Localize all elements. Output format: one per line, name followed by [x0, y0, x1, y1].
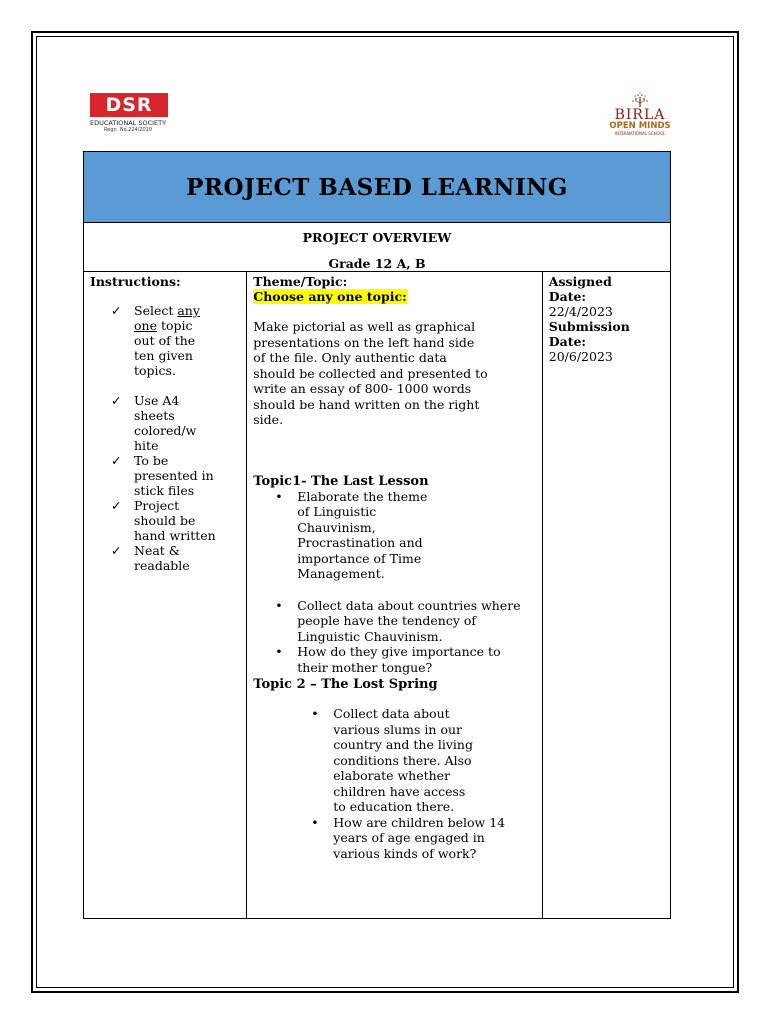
- theme-heading: Theme/Topic:: [253, 274, 348, 289]
- checkmark-icon: ✓: [111, 453, 122, 468]
- bullet-icon: •: [311, 706, 319, 721]
- dsr-logo: [90, 93, 180, 143]
- tree-icon: [625, 92, 655, 108]
- dsr-logo-mark: DSR: [90, 93, 168, 117]
- overview-heading: PROJECT OVERVIEW: [302, 230, 452, 245]
- project-table: [83, 151, 671, 919]
- grade-label: Grade 12 A, B: [328, 256, 426, 271]
- list-item: ✓ Project should be hand written: [111, 498, 216, 543]
- birla-logo-intl: INTERNATIONAL SCHOOL: [614, 131, 666, 136]
- birla-logo: [605, 92, 675, 150]
- bullet-icon: •: [311, 814, 319, 830]
- submission-date-value: 20/6/2023: [548, 349, 613, 364]
- list-item: • Elaborate the theme of Linguistic Chauvinism, Procrastination and importance of Time Management.: [275, 488, 428, 581]
- topic2-heading: Topic 2 – The Lost Spring: [253, 677, 438, 692]
- list-item: • Collect data about various slums in our country and the living conditions there. Also elaborate whether children have access to education there.: [311, 706, 473, 814]
- instructions-list: [90, 303, 241, 573]
- bullet-icon: •: [275, 644, 283, 659]
- list-item: ✓ Use A4 sheets colored/w hite: [111, 393, 197, 453]
- birla-logo-open-minds: OPEN MINDS: [609, 121, 671, 131]
- instructions-cell: [84, 272, 247, 919]
- submission-date-label: Submission Date:: [548, 319, 630, 349]
- bullet-icon: •: [275, 597, 283, 613]
- checkmark-icon: ✓: [111, 543, 122, 558]
- checkmark-icon: ✓: [111, 303, 122, 318]
- overview-header: [84, 223, 671, 272]
- theme-cell: [247, 272, 543, 919]
- choose-topic-highlight: Choose any one topic:: [253, 289, 407, 304]
- list-item: ✓ To be presented in stick files: [111, 453, 214, 498]
- instructions-heading: Instructions:: [90, 274, 181, 289]
- bullet-icon: •: [275, 488, 283, 504]
- page-title: PROJECT BASED LEARNING: [84, 152, 671, 223]
- theme-paragraph: Make pictorial as well as graphical presentations on the left hand side of the file. Only authentic data should be collected and presented to write an essay of 800- 1000 words should be hand written on the right side.: [253, 319, 488, 427]
- checkmark-icon: ✓: [111, 498, 122, 513]
- assigned-date-value: 22/4/2023: [548, 304, 613, 319]
- list-item: ✓ Select any one topic out of the ten given topics.: [111, 303, 200, 378]
- dates-cell: [542, 272, 670, 919]
- topic1-heading: Topic1- The Last Lesson: [253, 473, 429, 489]
- checkmark-icon: ✓: [111, 393, 122, 408]
- dsr-logo-reg: Regn. No.224/2010: [104, 127, 153, 133]
- assigned-date-label: Assigned Date:: [548, 274, 612, 304]
- list-item: ✓ Neat & readable: [111, 543, 190, 573]
- list-item: • How are children below 14 years of age engaged in various kinds of work?: [311, 814, 506, 861]
- birla-logo-name: BIRLA: [614, 107, 666, 123]
- list-item: • Collect data about countries where people have the tendency of Linguistic Chauvinism.: [275, 597, 521, 644]
- dsr-logo-subtitle: EDUCATIONAL SOCIETY: [90, 119, 167, 127]
- list-item: • How do they give importance to their mother tongue?: [275, 644, 501, 675]
